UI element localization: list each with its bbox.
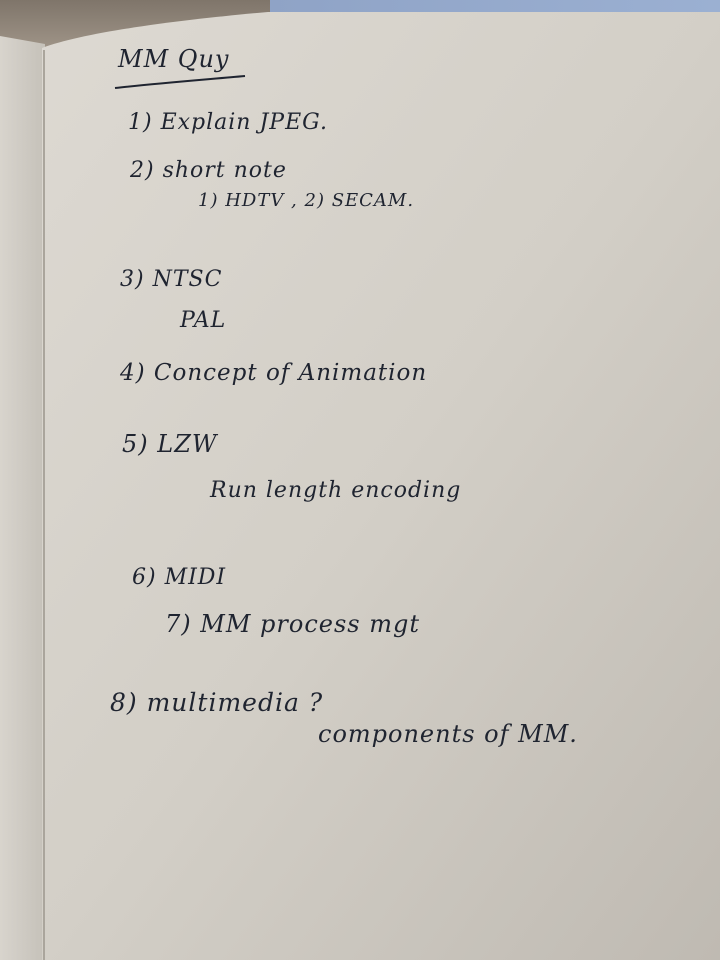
question-3-heading: 3) NTSC — [120, 267, 223, 292]
question-1: 1) Explain JPEG. — [128, 110, 328, 135]
left-page-edge — [0, 36, 45, 960]
question-5-heading: 5) LZW — [122, 430, 218, 458]
question-8-sub: components of MM. — [318, 720, 578, 748]
question-7: 7) MM process mgt — [165, 610, 420, 638]
question-6: 6) MIDI — [132, 565, 227, 590]
question-5-sub: Run length encoding — [210, 478, 462, 503]
question-2-items: 1) HDTV , 2) SECAM. — [198, 190, 415, 211]
question-3-sub: PAL — [180, 308, 227, 333]
question-2-heading: 2) short note — [130, 158, 287, 183]
page-title: MM Quy — [118, 45, 230, 73]
question-8-heading: 8) multimedia ? — [110, 688, 324, 717]
question-4: 4) Concept of Animation — [120, 360, 428, 386]
